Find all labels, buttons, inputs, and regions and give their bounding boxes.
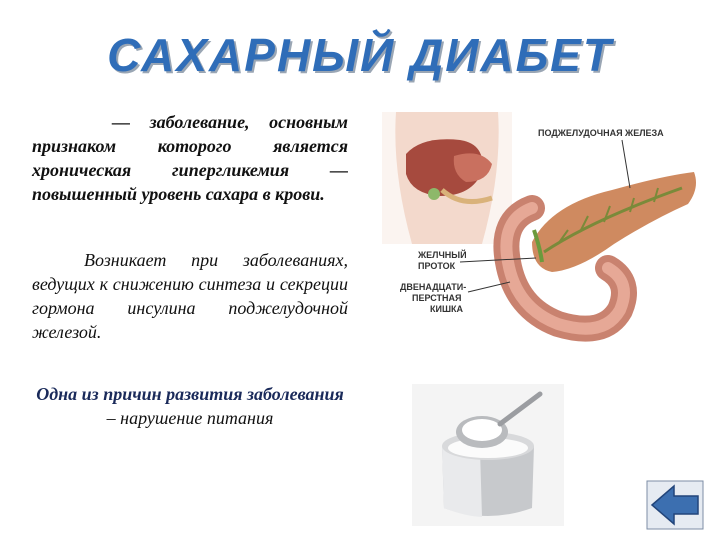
pancreas-illustration [382,112,700,352]
label-bile-duct-2: ПРОТОК [418,261,456,271]
cause-paragraph [32,248,348,344]
back-arrow-icon[interactable] [646,480,704,530]
definition-text: — заболевание, основным признаком которого является хроническая гипергликемия — повышенный уровень сахара в крови. [32,112,348,204]
definition-paragraph [32,110,348,206]
label-pancreas: ПОДЖЕЛУДОЧНАЯ ЖЕЛЕЗА [538,128,664,138]
sugar-bowl-photo [412,384,564,526]
cause-text: Возникает при заболеваниях, ведущих к снижению синтеза и секреции гормона инсулина поджелудочной железой. [32,250,348,342]
reason-tail: – нарушение питания [106,408,274,428]
label-duodenum-3: КИШКА [430,304,463,314]
label-bile-duct: ЖЕЛЧНЫЙ [418,250,467,260]
reason-emphasis: Одна из причин развития заболевания [36,384,344,404]
slide-title: САХАРНЫЙ ДИАБЕТ [107,29,613,81]
torso-inset [382,112,512,244]
reason-paragraph [32,382,348,430]
label-duodenum-2: ПЕРСТНАЯ [412,293,462,303]
label-duodenum: ДВЕНАДЦАТИ- [400,282,467,292]
